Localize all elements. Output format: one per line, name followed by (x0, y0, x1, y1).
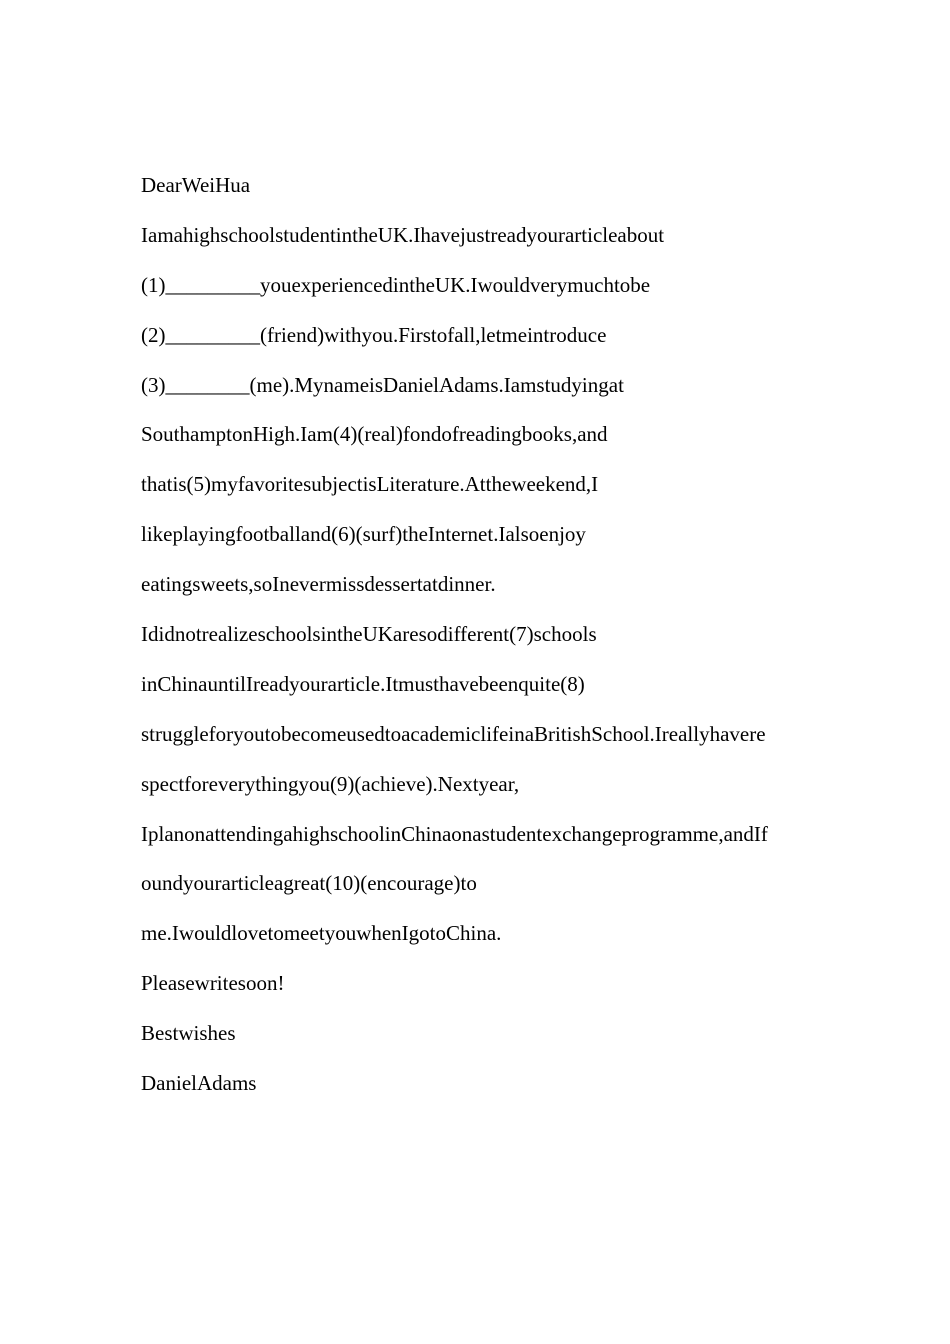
letter-salutation: DearWeiHua (141, 173, 251, 197)
letter-line: likeplayingfootballand(6)(surf)theInternet.Ialsoenjoy (141, 522, 586, 547)
letter-line: thatis(5)myfavoritesubjectisLiterature.Attheweekend,I (141, 472, 599, 497)
letter-line: inChinauntilIreadyourarticle.Itmusthavebeenquite(8) (141, 671, 585, 696)
letter-line: (1)_________youexperiencedintheUK.Iwouldverymuchtobe (141, 272, 651, 297)
letter-signature: DanielAdams (141, 1071, 257, 1096)
letter-body (141, 172, 931, 1120)
letter-line: struggleforyoutobecomeusedtoacademiclifeinaBritishSchool.Ireallyhavere (141, 721, 766, 746)
letter-line: oundyourarticleagreat(10)(encourage)to (141, 871, 477, 896)
letter-line: (3)________(me).MynameisDanielAdams.Iamstudyingat (141, 372, 624, 397)
letter-closing-request: Pleasewritesoon! (141, 971, 285, 996)
letter-line: IplanonattendingahighschoolinChinaonastudentexchangeprogramme,andIf (141, 821, 768, 846)
letter-line: SouthamptonHigh.Iam(4)(real)fondofreadingbooks,and (141, 422, 608, 447)
letter-line: eatingsweets,soInevermissdessertatdinner. (141, 572, 496, 597)
letter-line: (2)_________(friend)withyou.Firstofall,letmeintroduce (141, 322, 607, 347)
letter-line: IamahighschoolstudentintheUK.Ihavejustreadyourarticleabout (141, 222, 665, 247)
letter-line: spectforeverythingyou(9)(achieve).Nextyear, (141, 771, 520, 796)
letter-line: me.IwouldlovetomeetyouwhenIgotoChina. (141, 921, 502, 946)
letter-sign-off: Bestwishes (141, 1021, 236, 1046)
letter-line: IdidnotrealizeschoolsintheUKaresodifferent(7)schools (141, 622, 597, 647)
